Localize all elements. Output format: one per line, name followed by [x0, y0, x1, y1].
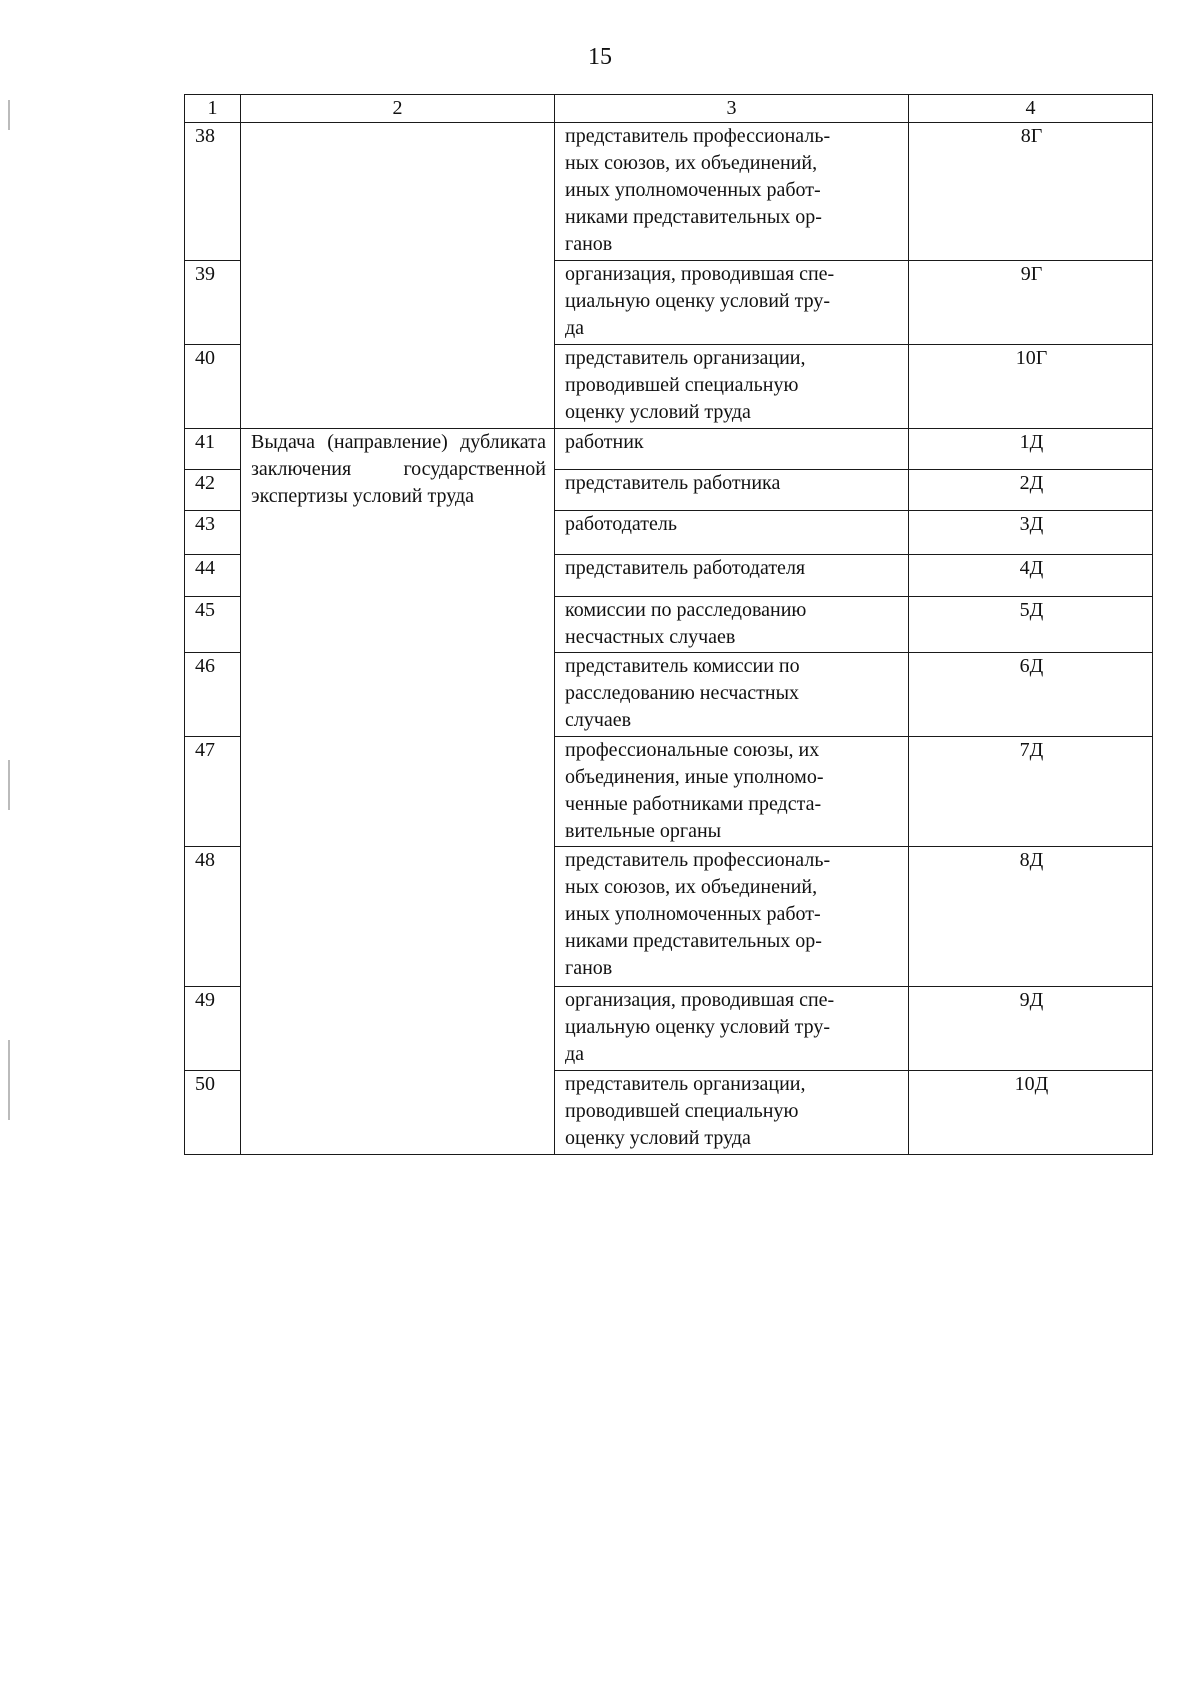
- scan-mark: [8, 1040, 10, 1120]
- row-number: 46: [185, 653, 241, 737]
- form-code: 10Г: [909, 345, 1153, 429]
- row-number: 43: [185, 511, 241, 555]
- row-number: 49: [185, 987, 241, 1071]
- table-body: [185, 95, 1153, 1155]
- applicant-line: представитель работника: [565, 472, 781, 494]
- form-code: 1Д: [909, 429, 1153, 470]
- applicant-line: представитель организации,: [565, 347, 806, 369]
- applicant-line: циальную оценку условий тру-: [565, 1016, 831, 1038]
- applicant-line: объединения, иные уполномо-: [565, 766, 824, 788]
- applicant-cell: [555, 1071, 909, 1155]
- applicant-line: ганов: [565, 233, 613, 255]
- row-number: 45: [185, 597, 241, 653]
- applicant-line: представитель комиссии по: [565, 655, 800, 677]
- form-code: 9Д: [909, 987, 1153, 1071]
- form-code: 5Д: [909, 597, 1153, 653]
- form-code: 7Д: [909, 737, 1153, 847]
- form-code: 3Д: [909, 511, 1153, 555]
- applicant-line: иных уполномоченных работ-: [565, 903, 821, 925]
- applicant-cell: [555, 123, 909, 261]
- applicant-line: оценку условий труда: [565, 1127, 751, 1149]
- applicant-line: никами представительных ор-: [565, 206, 822, 228]
- applicant-line: представитель работодателя: [565, 557, 806, 579]
- applicant-line: представитель профессиональ-: [565, 849, 831, 871]
- row-number: 41: [185, 429, 241, 470]
- form-code: 6Д: [909, 653, 1153, 737]
- form-code: 8Д: [909, 847, 1153, 987]
- applicant-line: случаев: [565, 709, 632, 731]
- applicant-cell: [555, 429, 909, 470]
- service-name-cell: Выдача (направление) дубликата заключения государственной экспертизы условий труда: [241, 429, 555, 1155]
- applicant-cell: [555, 345, 909, 429]
- applicant-line: оценку условий труда: [565, 401, 751, 423]
- row-number: 48: [185, 847, 241, 987]
- applicant-line: расследованию несчастных: [565, 682, 800, 704]
- applicant-line: представитель организации,: [565, 1073, 806, 1095]
- applicant-cell: [555, 987, 909, 1071]
- applicant-line: ных союзов, их объединений,: [565, 876, 818, 898]
- applicant-line: комиссии по расследованию: [565, 599, 807, 621]
- form-code: 10Д: [909, 1071, 1153, 1155]
- applicant-line: представитель профессиональ-: [565, 125, 831, 147]
- applicant-cell: [555, 555, 909, 597]
- applicant-cell: [555, 847, 909, 987]
- applicant-line: проводившей специальную: [565, 1100, 799, 1122]
- form-code: 2Д: [909, 470, 1153, 511]
- row-number: 38: [185, 123, 241, 261]
- table-header-row: [185, 95, 1153, 123]
- column-header: 1: [185, 95, 241, 123]
- form-code: 9Г: [909, 261, 1153, 345]
- applicant-line: да: [565, 1043, 585, 1065]
- column-header: 2: [241, 95, 555, 123]
- table-row: [185, 429, 1153, 470]
- table-row: [185, 123, 1153, 261]
- form-code: 8Г: [909, 123, 1153, 261]
- column-header: 4: [909, 95, 1153, 123]
- applicant-line: циальную оценку условий тру-: [565, 290, 831, 312]
- row-number: 44: [185, 555, 241, 597]
- applicant-cell: [555, 511, 909, 555]
- service-cell-continued: [241, 123, 555, 429]
- services-table: [184, 94, 1153, 1155]
- applicant-line: работодатель: [565, 513, 677, 535]
- applicant-line: организация, проводившая спе-: [565, 989, 835, 1011]
- applicant-line: никами представительных ор-: [565, 930, 822, 952]
- applicant-line: ганов: [565, 957, 613, 979]
- applicant-line: вительные органы: [565, 820, 722, 842]
- column-header: 3: [555, 95, 909, 123]
- applicant-cell: [555, 470, 909, 511]
- applicant-cell: [555, 597, 909, 653]
- applicant-cell: [555, 737, 909, 847]
- applicant-line: да: [565, 317, 585, 339]
- scan-mark: [8, 760, 10, 810]
- row-number: 47: [185, 737, 241, 847]
- row-number: 40: [185, 345, 241, 429]
- row-number: 39: [185, 261, 241, 345]
- form-code: 4Д: [909, 555, 1153, 597]
- applicant-line: несчастных случаев: [565, 626, 736, 648]
- applicant-line: организация, проводившая спе-: [565, 263, 835, 285]
- row-number: 50: [185, 1071, 241, 1155]
- applicant-line: профессиональные союзы, их: [565, 739, 820, 761]
- applicant-line: проводившей специальную: [565, 374, 799, 396]
- applicant-line: иных уполномоченных работ-: [565, 179, 821, 201]
- applicant-line: ных союзов, их объединений,: [565, 152, 818, 174]
- applicant-line: работник: [565, 431, 644, 453]
- page-number: 15: [588, 44, 612, 70]
- applicant-cell: [555, 261, 909, 345]
- row-number: 42: [185, 470, 241, 511]
- scan-mark: [8, 100, 10, 130]
- applicant-line: ченные работниками предста-: [565, 793, 822, 815]
- applicant-cell: [555, 653, 909, 737]
